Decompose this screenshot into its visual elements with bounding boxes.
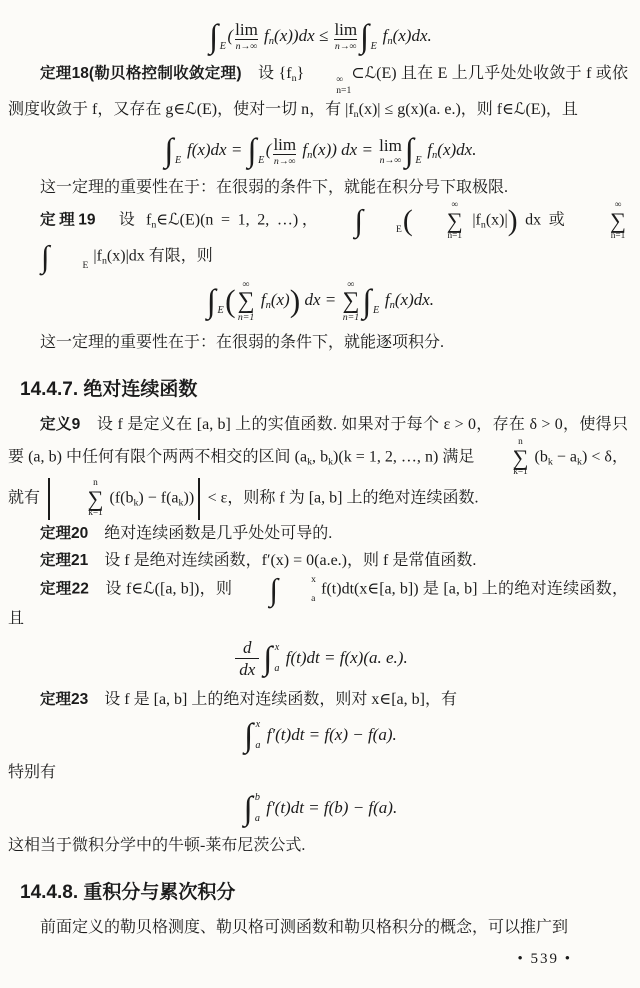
theorem-19-paragraph: 定理19 设 fn∈ℒ(E)(n = 1, 2, …)， ∫ E ( ∞ ∑ n=1 |fn(x)|) dx 或 ∞ ∑ n=1 ∫ E |fn(x)|dx 有限，则 — [40, 199, 626, 274]
fatou-lemma-formula: ∫ E ( lim n→∞ fn(x))dx ≤ lim n→∞ ∫ E fn(x)dx. — [209, 18, 432, 55]
ftc-variable-upper-limit-formula: ∫ x a f′(t)dt = f(x) − f(a). — [244, 717, 397, 755]
page-number: • 539 • — [517, 951, 572, 967]
derivative-of-integral-formula: $\frac{d}{dx}$ ∫ x a f(t)dt = f(x)(a. e.). — [0, 638, 640, 680]
section-14-4-8-heading: 14.4.8. 重积分与累次积分 — [20, 882, 236, 904]
theorem-20-paragraph: 定理20 绝对连续函数是几乎处处可导的. — [40, 524, 333, 542]
theorem-22-paragraph: 定理22 设 f∈ℒ([a, b])，则 ∫ x a f(t)dt(x∈[a, b]) 是 [a, b] 上的绝对连续函数，且 — [8, 571, 628, 628]
newton-leibniz-remark: 这相当于微积分学中的牛顿-莱布尼茨公式. — [8, 837, 306, 855]
in-particular-text: 特别有 — [8, 764, 57, 782]
theorem-18-remark: 这一定理的重要性在于：在很弱的条件下，就能在积分号下取极限. — [40, 178, 509, 196]
newton-leibniz-formula: ∫ b a f′(t)dt = f(b) − f(a). — [243, 790, 398, 828]
theorem-23-paragraph: 定理23 设 f 是 [a, b] 上的绝对连续函数，则对 x∈[a, b]，有 — [40, 691, 457, 709]
section-14-4-8-intro: 前面定义的勒贝格测度、勒贝格可测函数和勒贝格积分的概念，可以推广到 — [40, 919, 569, 937]
termwise-integration-formula: ∫ E ( ∞ ∑ n=1 fn(x)) dx = ∞ ∑ n=1 ∫ E fn(x)dx. — [206, 279, 435, 323]
theorem-19-remark: 这一定理的重要性在于：在很弱的条件下，就能逐项积分. — [40, 333, 445, 351]
definition-9-paragraph: 定义9 设 f 是定义在 [a, b] 上的实值函数. 如果对于每个 ε > 0，存在 δ > 0，使得只要 (a, b) 中任何有限个两两不相交的区间 (ak, bk)(k = 1, 2, …, n) 满足 n ∑ k=1 (bk − ak) < δ，就有 n ∑ k=1 (f(bk) − f(ak)) < ε，则称 f 为 [a, b] 上的绝对连续函数. — [8, 415, 628, 519]
dominated-convergence-formula: ∫ E f(x)dx = ∫ E ( lim n→∞ fn(x)) dx = lim n→∞ ∫ E fn(x)dx. — [164, 132, 477, 170]
theorem-18-paragraph: 定理18(勒贝格控制收敛定理) 设 {fn} ∞ n=1 ⊂ℒ(E) 且在 E 上几乎处处收敛于 f 或依测度收敛于 f，又存在 g∈ℒ(E)，使对一切 n，有 |fn(x)| ≤ g(x)(a. e.)，则 f∈ℒ(E)，且 — [8, 64, 629, 121]
section-14-4-7-heading: 14.4.7. 绝对连续函数 — [20, 378, 198, 400]
theorem-21-paragraph: 定理21 设 f 是绝对连续函数，f′(x) = 0(a.e.)，则 f 是常值函数. — [40, 551, 477, 569]
